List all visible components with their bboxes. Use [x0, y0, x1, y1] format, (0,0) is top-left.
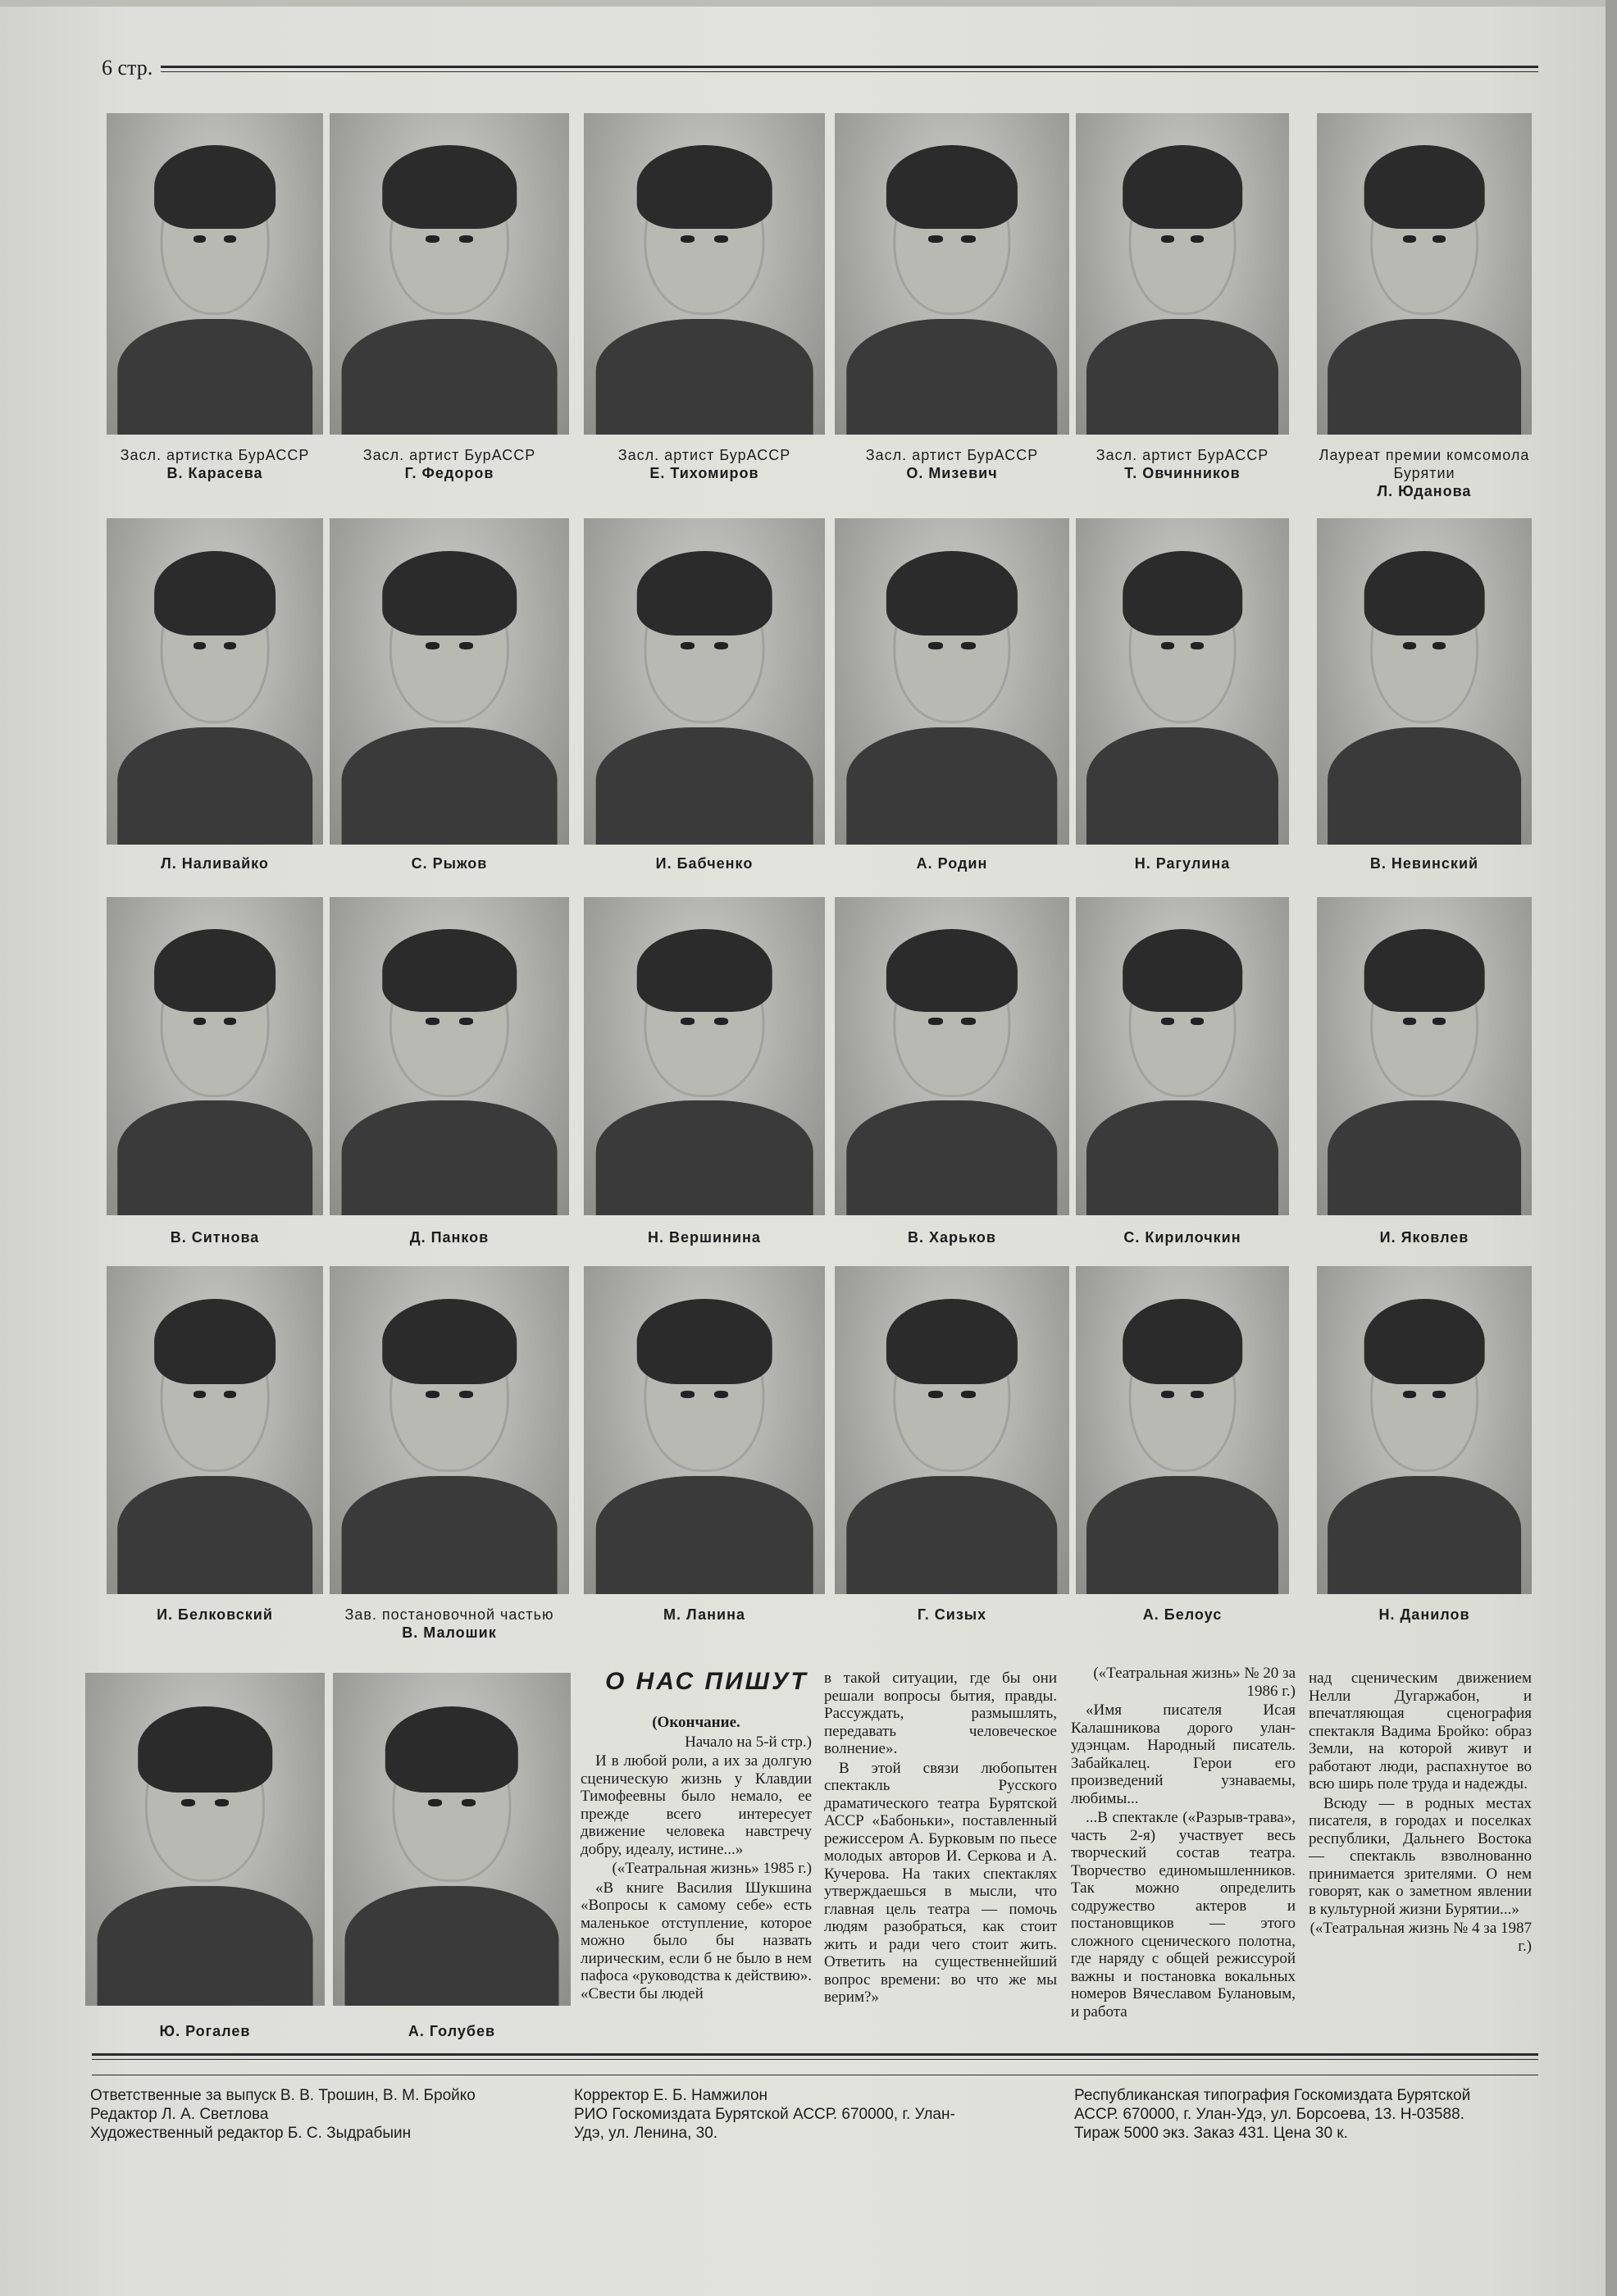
- portrait-photo: [584, 518, 825, 845]
- portrait-hair: [637, 1299, 772, 1384]
- caption-name: И. Белковский: [157, 1606, 273, 1623]
- imprint-line: Республиканская типография Госкомиздата Бурятской: [1074, 2087, 1471, 2104]
- portrait-eye: [224, 642, 237, 649]
- portrait-photo: [107, 1266, 323, 1594]
- portrait-eye: [681, 1391, 695, 1398]
- start-reference: Начало на 5-й стр.): [685, 1733, 812, 1751]
- portrait-photo: [584, 897, 825, 1215]
- caption-name: В. Ситнова: [170, 1229, 260, 1246]
- article-paragraph: над сценическим движением Нелли Дугаржабон, и впечатляющая сценография спектакля Вадима Бройко: образ Земли, на которой живут и работают люди, распахнутое во всю ширь поле труда и надежды.: [1309, 1670, 1532, 1793]
- caption-title: Засл. артист БурАССР: [865, 447, 1039, 463]
- continuation-note: (Окончание.: [652, 1714, 740, 1731]
- portrait-eye: [459, 1018, 474, 1025]
- portrait-eye: [181, 1799, 196, 1806]
- portrait-shoulders: [596, 1476, 813, 1594]
- portrait-hair: [886, 551, 1018, 636]
- caption-name: И. Бабченко: [655, 855, 754, 872]
- portrait-hair: [382, 929, 517, 1012]
- caption-name: В. Карасева: [166, 465, 263, 481]
- portrait-eye: [1433, 235, 1446, 243]
- portrait-shoulders: [342, 727, 558, 845]
- portrait-shoulders: [1328, 727, 1521, 845]
- article-column-2: [824, 1670, 1057, 2008]
- portrait-hair: [1364, 1299, 1485, 1384]
- portrait-eye: [194, 642, 207, 649]
- portrait-eye: [1403, 235, 1416, 243]
- portrait-photo: [330, 897, 569, 1215]
- portrait-eye: [714, 1018, 729, 1025]
- portrait-caption: [1059, 1606, 1305, 1624]
- portrait-photo: [1317, 518, 1532, 845]
- portrait-caption: [818, 1228, 1086, 1246]
- portrait-hair: [637, 551, 772, 636]
- portrait-caption: [1300, 1606, 1548, 1624]
- portrait-photo: [1076, 1266, 1289, 1594]
- portrait-eye: [224, 235, 237, 243]
- portrait-eye: [928, 1018, 942, 1025]
- caption-name: В. Харьков: [908, 1229, 996, 1246]
- portrait-shoulders: [1328, 1100, 1521, 1215]
- portrait-eye: [459, 235, 474, 243]
- portrait-caption: [313, 446, 585, 482]
- imprint-line: АССР. 670000, г. Улан-Удэ, ул. Борсоева, 13. Н-03588.: [1074, 2106, 1464, 2123]
- footer-rule: [92, 2053, 1538, 2056]
- portrait-photo: [835, 897, 1069, 1215]
- portrait-hair: [1364, 145, 1485, 229]
- portrait-shoulders: [1086, 319, 1278, 435]
- portrait-caption: [818, 446, 1086, 482]
- portrait-caption: [818, 1606, 1086, 1624]
- portrait-eye: [1433, 1018, 1446, 1025]
- caption-title: Засл. артист БурАССР: [362, 447, 536, 463]
- portrait-shoulders: [1328, 319, 1521, 435]
- portrait-eye: [1403, 642, 1416, 649]
- imprint-publisher: [574, 2086, 955, 2143]
- portrait-eye: [681, 642, 695, 649]
- portrait-hair: [382, 145, 517, 229]
- caption-name: И. Яковлев: [1379, 1229, 1469, 1246]
- article-paragraph: в такой ситуации, где бы они решали вопросы бытия, правды. Рассуждать, размышлять, передавать человеческое волнение».: [824, 1670, 1057, 1757]
- portrait-shoulders: [1086, 727, 1278, 845]
- caption-name: А. Родин: [916, 855, 988, 872]
- portrait-hair: [1123, 1299, 1242, 1384]
- portrait-shoulders: [846, 319, 1057, 435]
- article-paragraph: И в любой роли, а их за долгую сценическую жизнь у Клавдии Тимофеевны было немало, ее прежде всего интересует движение человека навстречу добру, идеалу, истине...»: [581, 1752, 812, 1858]
- portrait-caption: [567, 1606, 841, 1624]
- portrait-eye: [1433, 1391, 1446, 1398]
- imprint-line: Удэ, ул. Ленина, 30.: [574, 2125, 718, 2142]
- portrait-eye: [426, 1391, 440, 1398]
- caption-name: А. Белоус: [1142, 1606, 1223, 1623]
- portrait-eye: [426, 235, 440, 243]
- imprint-editors: [90, 2086, 476, 2143]
- portrait-hair: [1364, 551, 1485, 636]
- portrait-caption: [567, 1228, 841, 1246]
- portrait-eye: [1191, 1391, 1204, 1398]
- caption-title: Засл. артистка БурАССР: [120, 447, 310, 463]
- portrait-hair: [382, 551, 517, 636]
- portrait-eye: [194, 1391, 207, 1398]
- portrait-eye: [928, 1391, 942, 1398]
- portrait-photo: [835, 113, 1069, 435]
- caption-name: Н. Рагулина: [1134, 855, 1231, 872]
- portrait-eye: [1161, 1018, 1174, 1025]
- caption-name: Е. Тихомиров: [649, 465, 759, 481]
- portrait-shoulders: [117, 727, 312, 845]
- portrait-hair: [154, 1299, 276, 1384]
- portrait-caption: [317, 2022, 587, 2040]
- right-scan-edge: [1606, 0, 1617, 2296]
- portrait-shoulders: [342, 1476, 558, 1594]
- portrait-eye: [714, 642, 729, 649]
- article-source: («Театральная жизнь» 1985 г.): [612, 1860, 812, 1877]
- caption-name: Д. Панков: [409, 1229, 490, 1246]
- portrait-photo: [107, 113, 323, 435]
- caption-name: М. Ланина: [663, 1606, 745, 1623]
- top-scan-edge: [0, 0, 1617, 7]
- portrait-photo: [1317, 113, 1532, 435]
- imprint-line: Художественный редактор Б. С. Зыдрабыин: [90, 2125, 412, 2142]
- portrait-hair: [385, 1706, 518, 1793]
- caption-name: С. Рыжов: [411, 855, 488, 872]
- caption-name: Г. Федоров: [404, 465, 494, 481]
- caption-title: Зав. постановочной частью: [344, 1606, 554, 1623]
- portrait-shoulders: [846, 1100, 1057, 1215]
- portrait-eye: [961, 1391, 975, 1398]
- portrait-shoulders: [1086, 1100, 1278, 1215]
- portrait-shoulders: [117, 1100, 312, 1215]
- portrait-hair: [154, 145, 276, 229]
- portrait-shoulders: [1328, 1476, 1521, 1594]
- portrait-eye: [1161, 1391, 1174, 1398]
- portrait-caption: [90, 446, 339, 482]
- imprint-line: Корректор Е. Б. Намжилон: [574, 2087, 768, 2104]
- portrait-hair: [154, 929, 276, 1012]
- portrait-photo: [584, 113, 825, 435]
- portrait-eye: [1191, 642, 1204, 649]
- article-column-4: [1309, 1670, 1532, 1957]
- portrait-shoulders: [1086, 1476, 1278, 1594]
- portrait-eye: [1403, 1391, 1416, 1398]
- portrait-photo: [333, 1673, 571, 2006]
- portrait-hair: [1123, 145, 1242, 229]
- footer-rule-thin: [92, 2059, 1538, 2060]
- portrait-eye: [714, 235, 729, 243]
- article-source: («Театральная жизнь № 4 за 1987 г.): [1310, 1920, 1532, 1955]
- portrait-eye: [961, 1018, 975, 1025]
- portrait-photo: [1317, 897, 1532, 1215]
- portrait-hair: [886, 1299, 1018, 1384]
- portrait-caption: [313, 854, 585, 872]
- article-paragraph: ...В спектакле («Разрыв-трава», часть 2-я) участвует весь творческий состав театра. Творчество единомышленников. Так можно определить содружество актеров и постановщиков — этого сложного сценического полотна, где наряду с общей режиссурой важны и постановка вокальных номеров Вячеславом Булановым, и работа: [1071, 1809, 1296, 2020]
- portrait-shoulders: [342, 1100, 558, 1215]
- portrait-photo: [584, 1266, 825, 1594]
- portrait-photo: [330, 113, 569, 435]
- portrait-eye: [1433, 642, 1446, 649]
- portrait-hair: [886, 145, 1018, 229]
- portrait-caption: [69, 2022, 341, 2040]
- caption-name: Н. Вершинина: [648, 1229, 761, 1246]
- portrait-eye: [961, 642, 975, 649]
- portrait-photo: [107, 897, 323, 1215]
- portrait-eye: [681, 235, 695, 243]
- caption-name: Г. Сизых: [917, 1606, 987, 1623]
- portrait-shoulders: [846, 1476, 1057, 1594]
- portrait-eye: [928, 642, 942, 649]
- portrait-photo: [1317, 1266, 1532, 1594]
- portrait-hair: [1123, 929, 1242, 1012]
- portrait-photo: [1076, 518, 1289, 845]
- portrait-shoulders: [596, 727, 813, 845]
- article-paragraph: «В книге Василия Шукшина «Вопросы к самому себе» есть маленькое отступление, которое можно было бы назвать лирическим, если б не было в нем пафоса «руководства к действию». «Свести бы людей: [581, 1879, 812, 2002]
- portrait-photo: [835, 518, 1069, 845]
- portrait-caption: [1059, 446, 1305, 482]
- article-source: («Театральная жизнь» № 20 за 1986 г.): [1093, 1665, 1296, 1700]
- caption-name: Ю. Рогалев: [159, 2023, 251, 2039]
- portrait-caption: [818, 854, 1086, 872]
- portrait-caption: [313, 1228, 585, 1246]
- portrait-hair: [138, 1706, 272, 1793]
- portrait-photo: [330, 1266, 569, 1594]
- caption-name: О. Мизевич: [906, 465, 998, 481]
- article-headline: О НАС ПИШУТ: [605, 1668, 808, 1695]
- portrait-caption: [567, 446, 841, 482]
- caption-name: Т. Овчинников: [1124, 465, 1241, 481]
- portrait-eye: [681, 1018, 695, 1025]
- caption-name: Л. Наливайко: [161, 855, 269, 872]
- portrait-eye: [1191, 235, 1204, 243]
- portrait-shoulders: [98, 1886, 313, 2006]
- portrait-photo: [1076, 113, 1289, 435]
- portrait-shoulders: [596, 319, 813, 435]
- portrait-eye: [1403, 1018, 1416, 1025]
- imprint-line: Ответственные за выпуск В. В. Трошин, В. М. Бройко: [90, 2087, 476, 2104]
- portrait-shoulders: [596, 1100, 813, 1215]
- imprint-printer: [1074, 2086, 1470, 2143]
- article-paragraph: «Имя писателя Исая Калашникова дорого улан-удэнцам. Народный писатель. Забайкалец. Герои его произведений узнаваемы, любимы...: [1071, 1702, 1296, 1807]
- portrait-shoulders: [846, 727, 1057, 845]
- portrait-shoulders: [342, 319, 558, 435]
- portrait-caption: [90, 1228, 339, 1246]
- portrait-eye: [428, 1799, 442, 1806]
- portrait-caption: [90, 854, 339, 872]
- portrait-eye: [1161, 235, 1174, 243]
- portrait-photo: [85, 1673, 325, 2006]
- caption-title: Засл. артист БурАССР: [617, 447, 791, 463]
- portrait-eye: [426, 642, 440, 649]
- portrait-hair: [1364, 929, 1485, 1012]
- portrait-caption: [1059, 1228, 1305, 1246]
- caption-name: В. Невинский: [1369, 855, 1479, 872]
- portrait-hair: [1123, 551, 1242, 636]
- portrait-caption: [1300, 854, 1548, 872]
- portrait-hair: [154, 551, 276, 636]
- portrait-hair: [637, 929, 772, 1012]
- header-rule: [161, 66, 1538, 68]
- header-rule-thin: [161, 71, 1538, 72]
- portrait-eye: [215, 1799, 230, 1806]
- caption-name: С. Кирилочкин: [1123, 1229, 1241, 1246]
- portrait-photo: [107, 518, 323, 845]
- portrait-caption: [1059, 854, 1305, 872]
- portrait-eye: [426, 1018, 440, 1025]
- caption-name: Л. Юданова: [1377, 483, 1472, 499]
- portrait-eye: [459, 642, 474, 649]
- portrait-shoulders: [345, 1886, 559, 2006]
- portrait-eye: [961, 235, 975, 243]
- portrait-shoulders: [117, 319, 312, 435]
- article-column-1: [581, 1714, 812, 2004]
- portrait-photo: [835, 1266, 1069, 1594]
- portrait-eye: [194, 235, 207, 243]
- portrait-eye: [224, 1391, 237, 1398]
- imprint-line: Редактор Л. А. Светлова: [90, 2106, 269, 2123]
- portrait-eye: [714, 1391, 729, 1398]
- portrait-shoulders: [117, 1476, 312, 1594]
- portrait-eye: [224, 1018, 237, 1025]
- portrait-caption: [313, 1606, 585, 1642]
- portrait-eye: [1161, 642, 1174, 649]
- caption-title: Лауреат премии комсомола Бурятии: [1319, 447, 1530, 481]
- portrait-eye: [194, 1018, 207, 1025]
- caption-title: Засл. артист БурАССР: [1095, 447, 1269, 463]
- page-number: 6 стр.: [102, 56, 153, 80]
- portrait-caption: [1300, 1228, 1548, 1246]
- portrait-eye: [459, 1391, 474, 1398]
- portrait-eye: [462, 1799, 476, 1806]
- portrait-photo: [330, 518, 569, 845]
- caption-name: А. Голубев: [408, 2023, 496, 2039]
- portrait-hair: [886, 929, 1018, 1012]
- imprint-line: Тираж 5000 экз. Заказ 431. Цена 30 к.: [1074, 2125, 1348, 2142]
- article-paragraph: В этой связи любопытен спектакль Русского драматического театра Бурятской АССР «Бабоньки», поставленный режиссером А. Бурковым по пьесе молодых авторов И. Серкова и А. Кучерова. На таких спектаклях утверждаешься в мысли, что главная цель театра — помочь людям разобраться, как стоит жить и ради чего стоит жить. Ответить на существеннейший вопрос времени: во что же мы верим?»: [824, 1759, 1057, 2006]
- portrait-caption: [1300, 446, 1548, 500]
- portrait-caption: [90, 1606, 339, 1624]
- caption-name: Н. Данилов: [1378, 1606, 1470, 1623]
- caption-name: В. Малошик: [402, 1624, 497, 1641]
- portrait-photo: [1076, 897, 1289, 1215]
- portrait-hair: [637, 145, 772, 229]
- portrait-eye: [928, 235, 942, 243]
- imprint-line: РИО Госкомиздата Бурятской АССР. 670000, г. Улан-: [574, 2106, 955, 2123]
- portrait-caption: [567, 854, 841, 872]
- article-column-3: [1071, 1665, 1296, 2022]
- portrait-hair: [382, 1299, 517, 1384]
- article-paragraph: Всюду — в родных местах писателя, в городах и поселках республики, Дальнего Востока — спектакль взволнованно принимается зрителями. О нем говорят, как о заметном явлении в культурной жизни Бурятии...»: [1309, 1794, 1532, 1918]
- portrait-eye: [1191, 1018, 1204, 1025]
